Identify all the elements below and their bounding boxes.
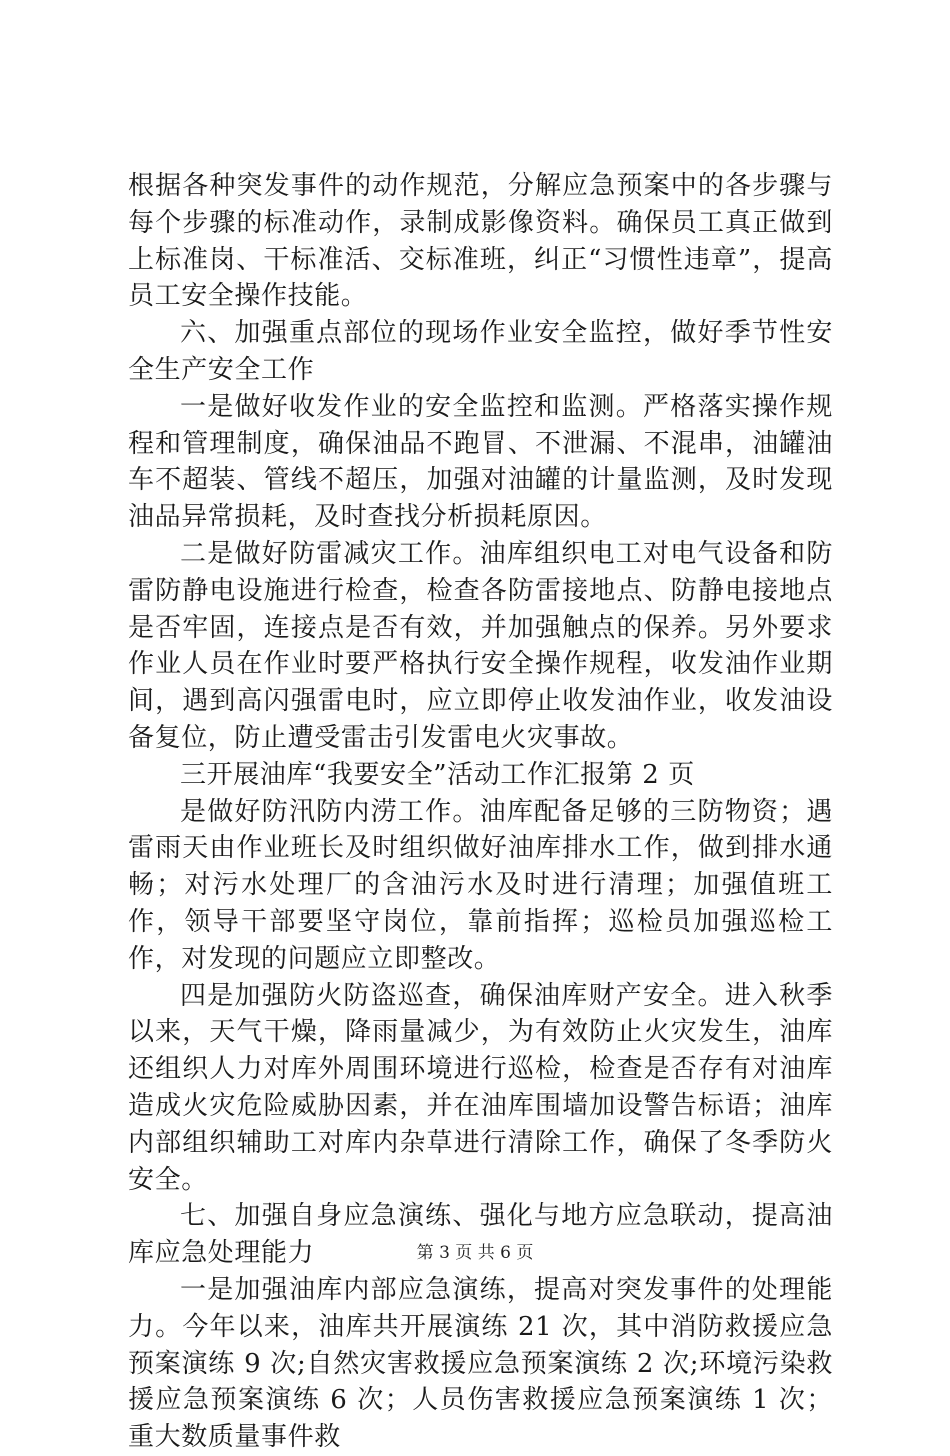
paragraph-4: 二是做好防雷减灾工作。油库组织电工对电气设备和防雷防静电设施进行检查，检查各防雷接地点、防静电接地点是否牢固，连接点是否有效，并加强触点的保养。另外要求作业人员在作业时要严格执行安全操作规程，收发油作业期间，遇到高闪强雷电时，应立即停止收发油作业，收发油设备复位，防止遭受雷击引发雷电火灾事故。 [128, 538, 833, 753]
section-heading-6: 六、加强重点部位的现场作业安全监控，做好季节性安全生产安全工作 [128, 318, 833, 385]
paragraph-3: 一是做好收发作业的安全监控和监测。严格落实操作规程和管理制度，确保油品不跑冒、不泄漏、不混串，油罐油车不超装、管线不超压，加强对油罐的计量监测，及时发现油品异常损耗，及时查找分析损耗原因。 [128, 391, 833, 533]
paragraph-6: 是做好防汛防内涝工作。油库配备足够的三防物资；遇雷雨天由作业班长及时组织做好油库排水工作，做到排水通畅；对污水处理厂的含油污水及时进行清理；加强值班工作，领导干部要坚守岗位，靠前指挥；巡检员加强巡检工作，对发现的问题应立即整改。 [128, 796, 833, 974]
section-heading-7: 七、加强自身应急演练、强化与地方应急联动，提高油库应急处理能力 [128, 1201, 833, 1269]
page-footer: 第 3 页 共 6 页 [416, 1243, 534, 1263]
paragraph-5: 三开展油库“我要安全”活动工作汇报第 2 页 [180, 759, 695, 790]
paragraph-9: 一是加强油库内部应急演练，提高对突发事件的处理能力。今年以来，油库共开展演练 21 次，其中消防救援应急预案演练 9 次;自然灾害救援应急预案演练 2 次;环境污染救援应急预案演练 6 次；人员伤害救援应急预案演练 1 次；重大数质量事件救 [128, 1274, 833, 1453]
paragraph-7: 四是加强防火防盗巡查，确保油库财产安全。进入秋季以来，天气干燥，降雨量减少，为有效防止火灾发生，油库还组织人力对库外周围环境进行巡检，检查是否存有对油库造成火灾危险威胁因素，并在油库围墙加设警告标语；油库内部组织辅助工对库内杂草进行清除工作，确保了冬季防火安全。 [128, 980, 833, 1195]
paragraph-1: 根据各种突发事件的动作规范，分解应急预案中的各步骤与每个步骤的标准动作，录制成影像资料。确保员工真正做到上标准岗、干标准活、交标准班，纠正“习惯性违章”，提高员工安全操作技能。 [128, 171, 833, 312]
